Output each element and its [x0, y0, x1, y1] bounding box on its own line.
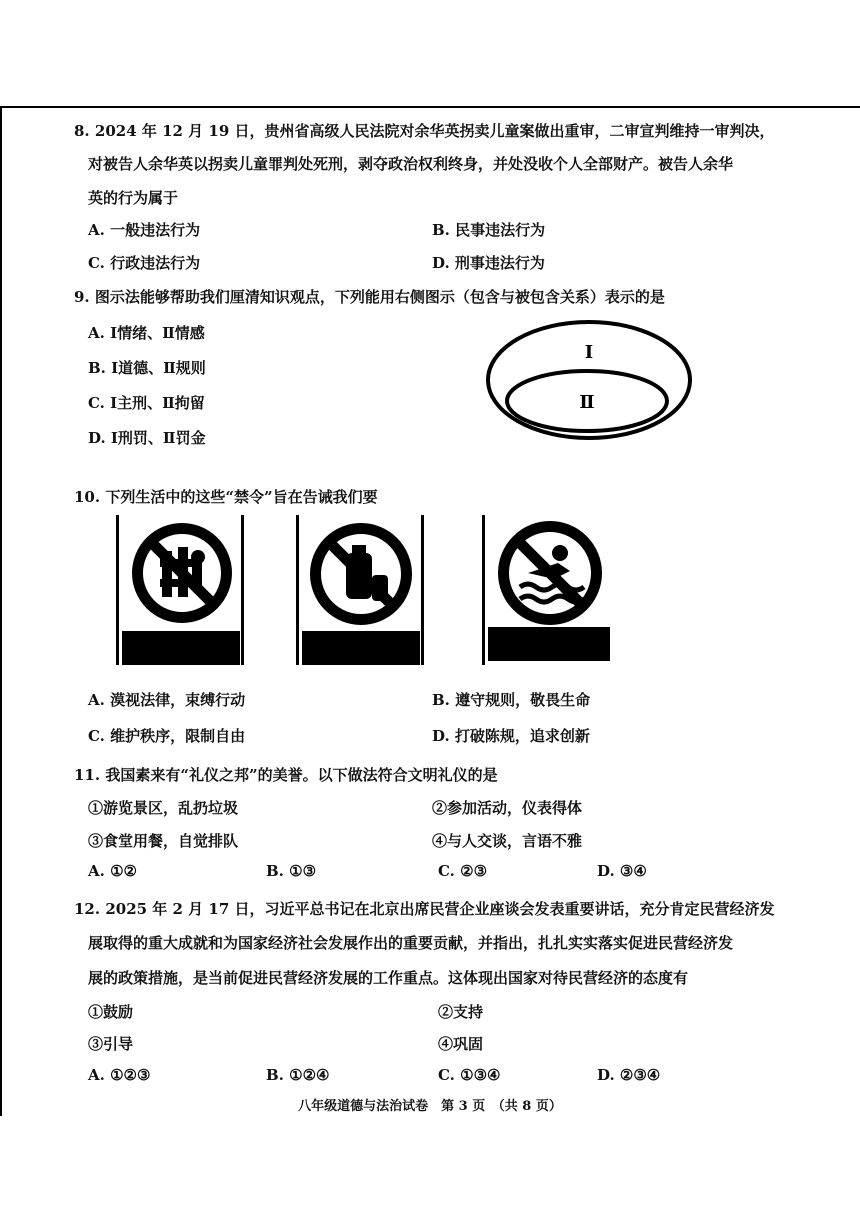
q8-stem-line1: 8. 2024 年 12 月 19 日，贵州省高级人民法院对余华英拐卖儿童案做出重审，二审宣判维持一审判决，	[74, 122, 775, 140]
q11-statement-2: ②参加活动，仪表得体	[432, 799, 583, 817]
q10-option-d[interactable]: D. 打破陈规，追求创新	[432, 727, 590, 745]
q12-statement-2: ②支持	[438, 1003, 484, 1021]
inclusion-diagram	[484, 318, 696, 442]
q8-option-a[interactable]: A. 一般违法行为	[88, 221, 201, 239]
prohibition-sign-1	[116, 515, 244, 665]
q11-option-d[interactable]: D. ③④	[597, 862, 647, 880]
q12-statement-4: ④巩固	[438, 1035, 484, 1053]
prohibition-sign-3	[482, 515, 610, 665]
page-footer: 八年级道德与法治试卷 第 3 页 （共 8 页）	[298, 1099, 562, 1114]
no-climbing-icon	[132, 523, 232, 623]
q12-option-d[interactable]: D. ②③④	[597, 1066, 661, 1084]
outer-ellipse	[488, 322, 690, 438]
inner-ellipse-label: Ⅱ	[579, 392, 595, 413]
q8-stem-line3: 英的行为属于	[88, 189, 179, 207]
q9-option-c[interactable]: C. Ⅰ主刑、Ⅱ拘留	[88, 394, 205, 412]
q11-stem: 11. 我国素来有“礼仪之邦”的美誉。以下做法符合文明礼仪的是	[74, 766, 498, 784]
q10-option-a[interactable]: A. 漠视法律，束缚行动	[88, 691, 246, 709]
q8-option-b[interactable]: B. 民事违法行为	[432, 221, 546, 239]
q10-option-c[interactable]: C. 维护秩序，限制自由	[88, 727, 246, 745]
q12-statement-1: ①鼓励	[88, 1003, 134, 1021]
no-fire-extinguisher-misuse-icon	[310, 523, 412, 625]
q12-option-b[interactable]: B. ①②④	[266, 1066, 330, 1084]
outer-ellipse-label: Ⅰ	[584, 342, 594, 363]
q9-stem: 9. 图示法能够帮助我们厘清知识观点，下列能用右侧图示（包含与被包含关系）表示的是	[74, 288, 665, 306]
q9-option-a[interactable]: A. Ⅰ情绪、Ⅱ情感	[88, 324, 205, 342]
q9-option-b[interactable]: B. Ⅰ道德、Ⅱ规则	[88, 359, 206, 377]
q12-stem-line2: 展取得的重大成就和为国家经济社会发展作出的重要贡献，并指出，扎扎实实落实促进民营经济发	[88, 934, 734, 952]
q8-stem-line2: 对被告人余华英以拐卖儿童罪判处死刑，剥夺政治权利终身，并处没收个人全部财产。被告人余华	[88, 155, 734, 173]
no-swimming-icon	[498, 521, 602, 625]
q11-statement-1: ①游览景区，乱扔垃圾	[88, 799, 239, 817]
q12-option-c[interactable]: C. ①③④	[438, 1066, 501, 1084]
q12-stem-line1: 12. 2025 年 2 月 17 日，习近平总书记在北京出席民营企业座谈会发表重要讲话，充分肯定民营经济发	[74, 900, 775, 918]
q11-option-a[interactable]: A. ①②	[88, 862, 137, 880]
q12-statement-3: ③引导	[88, 1035, 134, 1053]
q12-option-a[interactable]: A. ①②③	[88, 1066, 151, 1084]
q9-option-d[interactable]: D. Ⅰ刑罚、Ⅱ罚金	[88, 429, 206, 447]
q11-statement-3: ③食堂用餐，自觉排队	[88, 832, 239, 850]
left-border-line	[0, 106, 2, 1116]
prohibition-sign-2	[296, 515, 424, 665]
q11-statement-4: ④与人交谈，言语不雅	[432, 832, 583, 850]
q8-option-d[interactable]: D. 刑事违法行为	[432, 254, 545, 272]
top-border-line	[0, 106, 860, 108]
q10-stem: 10. 下列生活中的这些“禁令”旨在告诫我们要	[74, 488, 378, 506]
q11-option-c[interactable]: C. ②③	[438, 862, 488, 880]
q12-stem-line3: 展的政策措施，是当前促进民营经济发展的工作重点。这体现出国家对待民营经济的态度有	[88, 969, 689, 987]
q10-option-b[interactable]: B. 遵守规则，敬畏生命	[432, 691, 591, 709]
q8-option-c[interactable]: C. 行政违法行为	[88, 254, 201, 272]
q11-option-b[interactable]: B. ①③	[266, 862, 317, 880]
